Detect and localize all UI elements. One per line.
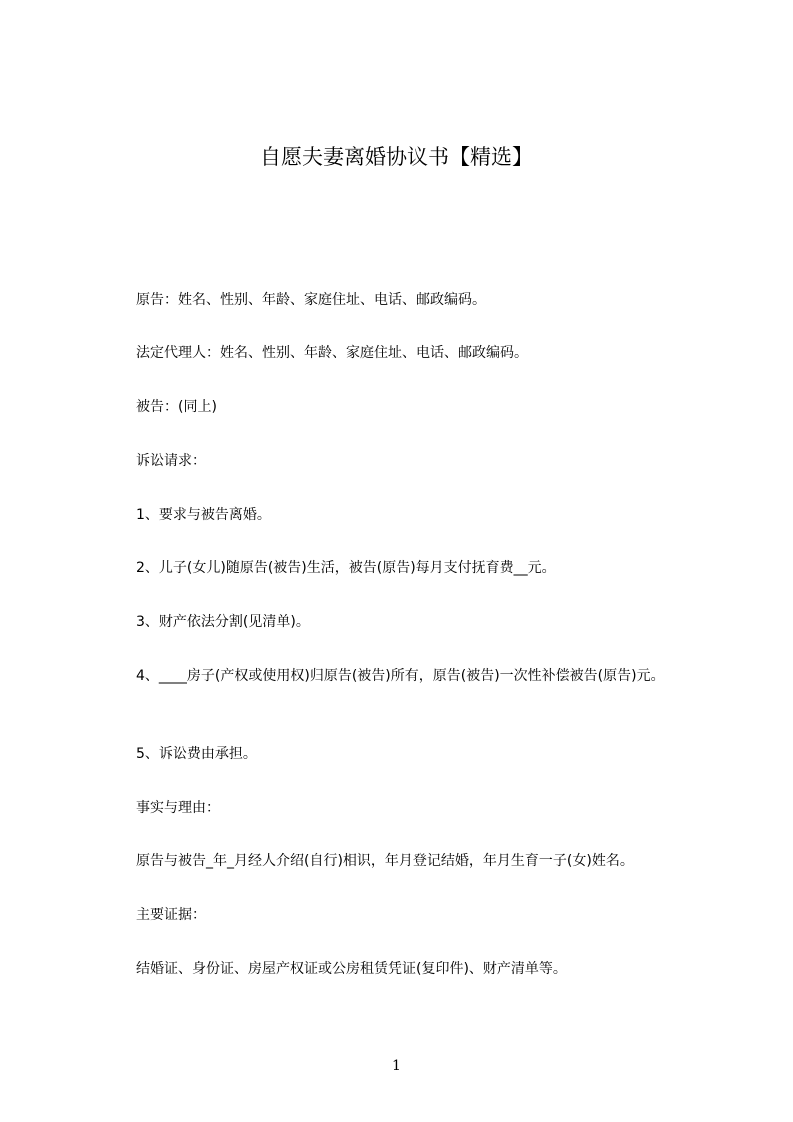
evidence-text: 结婚证、身份证、房屋产权证或公房租赁凭证(复印件)、财产清单等。 [136,961,567,977]
claims-heading: 诉讼请求： [136,453,206,469]
claim-item-1: 1、要求与被告离婚。 [136,507,271,523]
claim-item-5: 5、诉讼费由承担。 [136,746,257,762]
plaintiff-line: 原告：姓名、性别、年龄、家庭住址、电话、邮政编码。 [136,292,486,308]
defendant-line: 被告：(同上) [136,399,217,415]
facts-text: 原告与被告_年_月经人介绍(自行)相识，年月登记结婚，年月生育一子(女)姓名。 [136,853,634,869]
legal-representative-line: 法定代理人：姓名、性别、年龄、家庭住址、电话、邮政编码。 [136,345,528,361]
claim-item-2: 2、儿子(女儿)随原告(被告)生活，被告(原告)每月支付抚育费__元。 [136,560,556,576]
facts-heading: 事实与理由： [136,800,220,816]
page-number: 1 [392,1058,401,1074]
document-title: 自愿夫妻离婚协议书【精选】 [260,145,533,169]
claim-item-3: 3、财产依法分割(见清单)。 [136,614,310,630]
claim-item-4: 4、____房子(产权或使用权)归原告(被告)所有，原告(被告)一次性补偿被告(原告)元。 [136,668,665,684]
evidence-heading: 主要证据： [136,907,206,923]
